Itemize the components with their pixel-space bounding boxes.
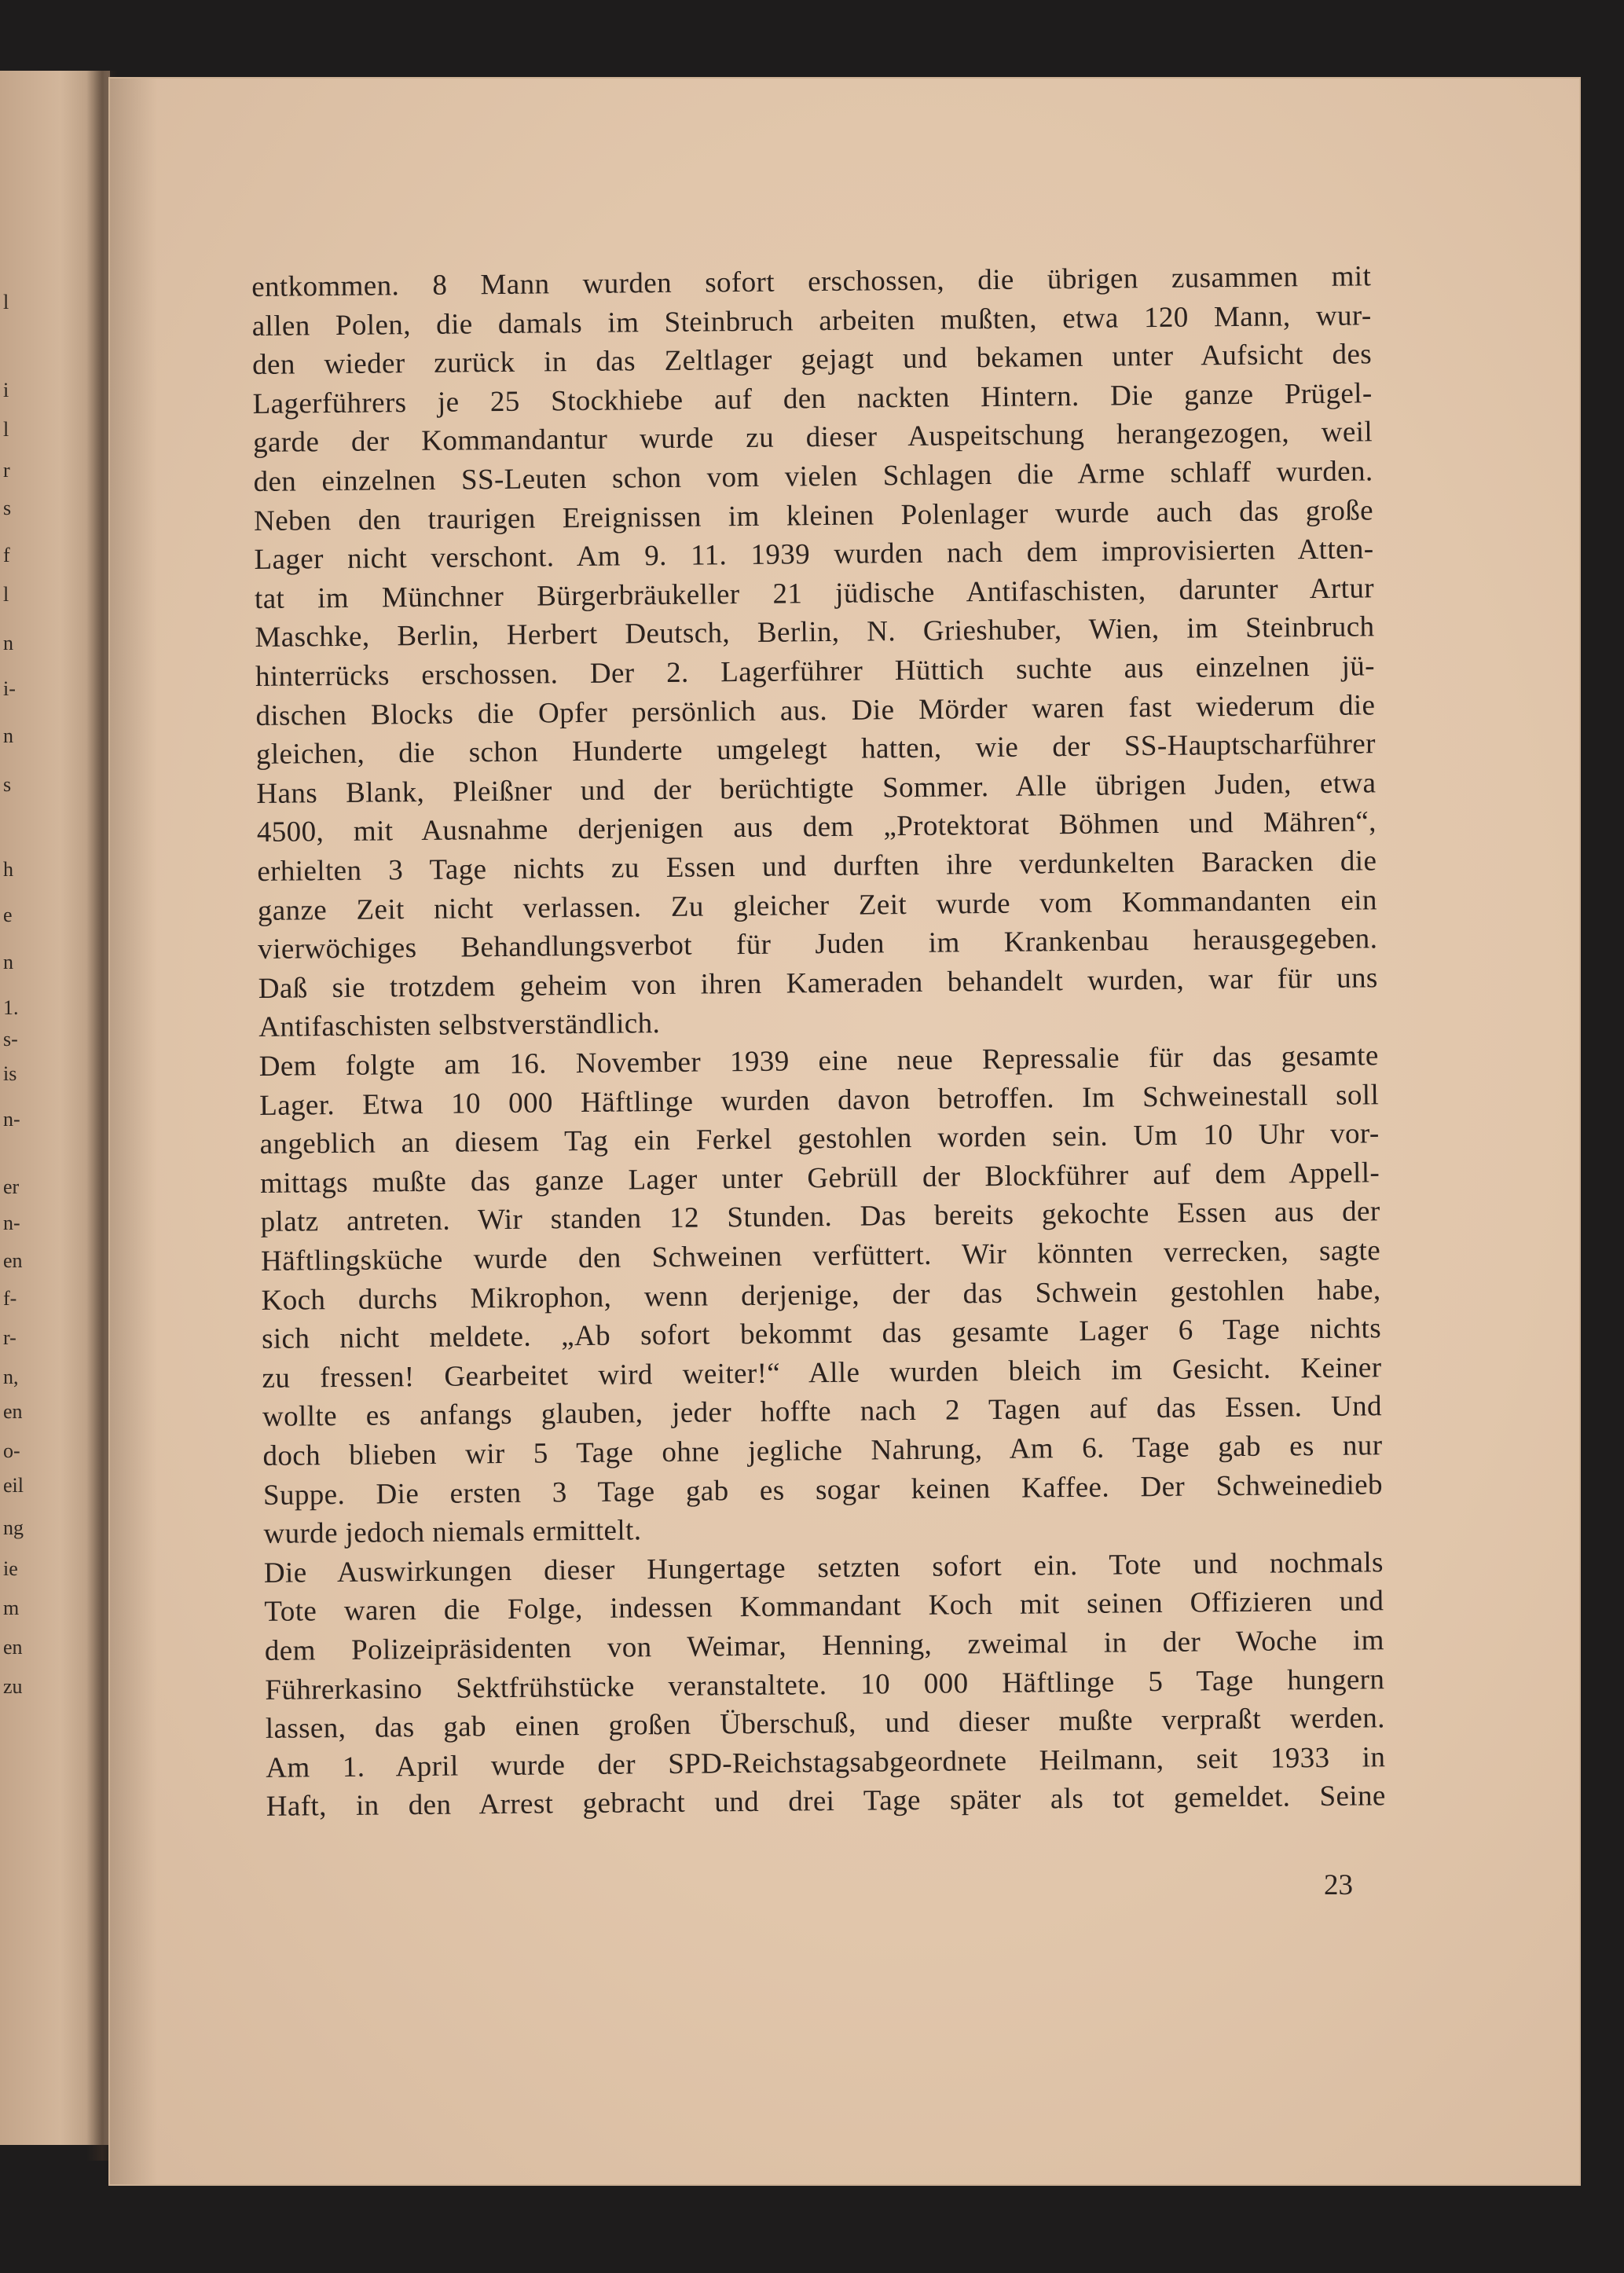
- page-number: 23: [1324, 1869, 1353, 1901]
- facing-page-fragment: zu: [3, 1675, 23, 1698]
- text-line: entkommen. 8 Mann wurden sofort erschossen, die übrigen zusammen mit: [251, 260, 1372, 303]
- text-line: Lagerführers je 25 Stockhiebe auf den nackten Hintern. Die ganze Prügel-: [252, 377, 1373, 420]
- text-line: mittags mußte das ganze Lager unter Gebrüll der Blockführer auf dem Appell-: [259, 1157, 1380, 1200]
- facing-page-fragment: l: [3, 291, 9, 313]
- facing-page-fragment: er: [3, 1175, 20, 1198]
- page-curve-shadow: [110, 79, 157, 2184]
- facing-page-fragment: is: [3, 1062, 17, 1085]
- text-line: Häftlingsküche wurde den Schweinen verfüttert. Wir könnten verrecken, sagte: [260, 1234, 1381, 1278]
- facing-page-fragment: n,: [3, 1366, 19, 1388]
- text-line: garde der Kommandantur wurde zu dieser Auspeitschung herangezogen, weil: [252, 416, 1373, 460]
- text-line: lassen, das gab einen großen Überschuß, und dieser mußte verpraßt werden.: [265, 1702, 1385, 1746]
- facing-page-fragment: en: [3, 1400, 23, 1423]
- book-page: [110, 79, 1579, 2184]
- text-line: Maschke, Berlin, Herbert Deutsch, Berlin, N. Grieshuber, Wien, im Steinbruch: [255, 610, 1375, 654]
- text-line: dem Polizeipräsidenten von Weimar, Henning, zweimal in der Woche im: [264, 1624, 1385, 1667]
- text-line: wollte es anfangs glauben, jeder hoffte nach 2 Tagen auf das Essen. Und: [262, 1390, 1383, 1434]
- facing-page-fragment: n: [3, 951, 13, 973]
- text-line: vierwöchiges Behandlungsverbot für Juden im Krankenbau herausgegeben.: [258, 922, 1378, 966]
- facing-page-fragment: r-: [3, 1326, 16, 1349]
- facing-page-fragment: en: [3, 1249, 23, 1272]
- facing-page-fragment: h: [3, 858, 13, 881]
- text-line: den wieder zurück in das Zeltlager gejagt und bekamen unter Aufsicht des: [251, 338, 1373, 382]
- text-line: allen Polen, die damals im Steinbruch arbeiten mußten, etwa 120 Mann, wur-: [251, 299, 1372, 343]
- text-line: erhielten 3 Tage nichts zu Essen und durften ihre verdunkelten Baracken die: [257, 845, 1377, 888]
- text-line: den einzelnen SS-Leuten schon vom vielen Schlagen die Arme schlaff wurden.: [253, 455, 1373, 498]
- text-line: Die Auswirkungen dieser Hungertage setzten sofort ein. Tote und nochmals: [263, 1546, 1384, 1589]
- text-line: zu fressen! Gearbeitet wird weiter!“ Alle wurden bleich im Gesicht. Keiner: [262, 1351, 1382, 1395]
- text-line: Dem folgte am 16. November 1939 eine neue Repressalie für das gesamte: [258, 1039, 1379, 1083]
- facing-page-fragment: n-: [3, 1212, 20, 1234]
- text-line: Daß sie trotzdem geheim von ihren Kameraden behandelt wurden, war für uns: [258, 962, 1378, 1005]
- facing-page-fragment: i-: [3, 677, 16, 700]
- text-line: Antifaschisten selbstverständlich.: [258, 1007, 661, 1044]
- text-line: gleichen, die schon Hunderte umgelegt hatten, wie der SS-Hauptscharführer: [255, 728, 1377, 772]
- facing-page-fragment: f: [3, 544, 10, 566]
- text-line: tat im Münchner Bürgerbräukeller 21 jüdische Antifaschisten, darunter Artur: [254, 572, 1375, 615]
- text-line: Hans Blank, Pleißner und der berüchtigte Sommer. Alle übrigen Juden, etwa: [256, 767, 1377, 810]
- facing-page-fragment: f-: [3, 1287, 17, 1310]
- facing-page-fragment: l: [3, 418, 9, 441]
- text-line: Lager nicht verschont. Am 9. 11. 1939 wurden nach dem improvisierten Atten-: [254, 533, 1374, 577]
- body-text: [251, 258, 1386, 1824]
- text-line: Neben den traurigen Ereignissen im kleinen Polenlager wurde auch das große: [253, 493, 1374, 537]
- text-line: Lager. Etwa 10 000 Häftlinge wurden davon betroffen. Im Schweinestall soll: [259, 1078, 1380, 1122]
- facing-page-fragment: m: [3, 1597, 20, 1619]
- text-line: Tote waren die Folge, indessen Kommandant Koch mit seinen Offizieren und: [264, 1585, 1384, 1629]
- facing-page-fragment: en: [3, 1636, 23, 1659]
- text-line: platz antreten. Wir standen 12 Stunden. Das bereits gekochte Essen aus der: [260, 1195, 1380, 1239]
- text-line: hinterrücks erschossen. Der 2. Lagerführer Hüttich suchte aus einzelnen jü-: [255, 650, 1376, 693]
- facing-page-fragment: s: [3, 497, 12, 519]
- text-line: Koch durchs Mikrophon, wenn derjenige, der das Schwein gestohlen habe,: [261, 1273, 1381, 1317]
- text-line: Am 1. April wurde der SPD-Reichstagsabgeordnete Heilmann, seit 1933 in: [266, 1741, 1386, 1784]
- facing-page-fragment: n-: [3, 1108, 20, 1131]
- text-line: Suppe. Die ersten 3 Tage gab es sogar keinen Kaffee. Der Schweinedieb: [262, 1468, 1384, 1512]
- facing-page-fragment: s-: [3, 1028, 18, 1050]
- text-line: 4500, mit Ausnahme derjenigen aus dem „Protektorat Böhmen und Mähren“,: [256, 805, 1377, 849]
- facing-page-fragment: ng: [3, 1516, 24, 1539]
- text-line: Führerkasino Sektfrühstücke veranstaltete. 10 000 Häftlinge 5 Tage hungern: [265, 1663, 1385, 1707]
- facing-page-fragment: eil: [3, 1474, 24, 1497]
- facing-page-fragment: r: [3, 459, 10, 482]
- text-line: Haft, in den Arrest gebracht und drei Tage später als tot gemeldet. Seine: [266, 1780, 1386, 1824]
- text-line: doch blieben wir 5 Tage ohne jegliche Nahrung, Am 6. Tage gab es nur: [262, 1429, 1383, 1472]
- facing-page-fragment: s: [3, 773, 12, 796]
- text-line: sich nicht meldete. „Ab sofort bekommt das gesamte Lager 6 Tage nichts: [261, 1312, 1382, 1356]
- facing-page-fragment: l: [3, 583, 9, 606]
- text-line: wurde jedoch niemals ermittelt.: [263, 1514, 642, 1551]
- facing-page-fragment: e: [3, 904, 13, 926]
- facing-page-fragment: i: [3, 379, 9, 401]
- facing-page-fragment: ie: [3, 1557, 18, 1580]
- facing-page-fragment: n: [3, 724, 13, 747]
- text-line: dischen Blocks die Opfer persönlich aus. Die Mörder waren fast wiederum die: [255, 688, 1376, 732]
- text-line: ganze Zeit nicht verlassen. Zu gleicher Zeit wurde vom Kommandanten ein: [257, 883, 1377, 927]
- text-line: angeblich an diesem Tag ein Ferkel gestohlen worden sein. Um 10 Uhr vor-: [259, 1117, 1380, 1161]
- facing-page-fragment: n: [3, 632, 13, 654]
- facing-page-fragment: o-: [3, 1439, 20, 1462]
- facing-page-fragment: 1.: [3, 996, 19, 1019]
